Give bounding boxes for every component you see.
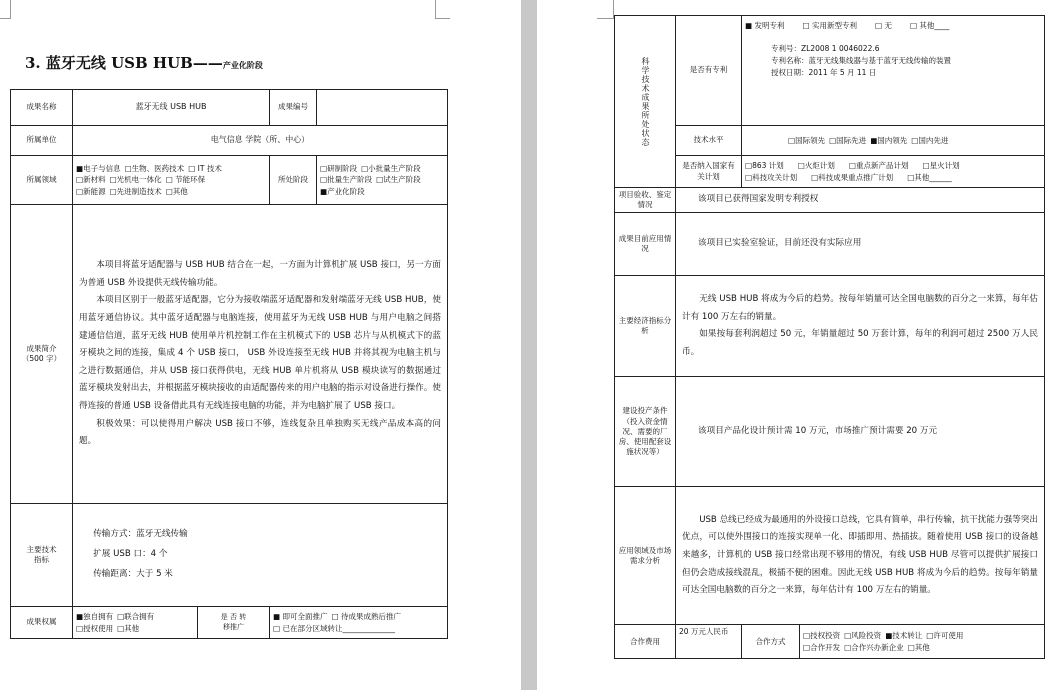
intro-text: 本项目将蓝牙适配器与 USB HUB 结合在一起，一方面为计算机扩展 USB 接口，另一方面为普通 USB 外设提供无线传输功能。 本项目区别于一般蓝牙适配器，它分为接收端蓝牙适配器和发射端蓝牙无线 USB HUB，使用蓝牙通信协议。其中蓝牙适配器与电脑连接，使用蓝牙为无线 USB HUB 与用户电脑之间搭建通信信道，蓝牙无线 HUB 使用单片机控制工作在主机模式下的 USB 芯片与从机模式下的蓝牙模块之间的连接，集成 4 个 USB 接口， USB 外设连接至无线 HUB 并将其视为电脑主机与之进行数据通信，并从 USB 接口获得供电，无线 HUB 单片机将从 USB 模块读写的数据通过蓝牙模块发射出去，并根据蓝牙模块接收的由适配器传来的用户电脑的指示对设备进行操作。使得连接的普通 USB 设备借此具有无线连接电脑的功能，并为电脑扩展了 USB 接口。 积极效果：可以使得用户解决 USB 接口不够，连线复杂且单独购买无线产品成本高的问题。 xyxy=(73,205,448,504)
label-unit: 所属单位 xyxy=(11,126,73,156)
label-patent: 是否有专利 xyxy=(676,16,742,126)
label-promo: 是 否 转 移推广 xyxy=(198,607,270,639)
rights-options: ■独自拥有 □联合拥有 □授权使用 □其他 xyxy=(73,607,198,639)
market-text: USB 总线已经成为最通用的外设接口总线，它具有简单，串行传输，抗干扰能力强等突出优点，可以使外围接口的连接实现单一化、即插即用、热插拔。随着使用 USB 接口的设备越来越多，计算机的 USB 接口经常出现不够用的情况，有线 USB HUB 尽管可以提供扩展接口但仍会造成接线混乱，极插不便的困难。因此无线 USB HUB 将成为今后的趋势。按每年销量可达全国电脑数的百分之一来算，每年估计有 100 万左右的销量。 xyxy=(676,487,1045,625)
page-gutter xyxy=(521,0,537,690)
field-options: ■电子与信息 □生物、医药技术 □ IT 技术 □新材料 □光机电一体化 □ 节能环保 □新能源 □先进制造技术 □其他 xyxy=(73,156,270,205)
label-coop-mode: 合作方式 xyxy=(742,625,800,659)
value-code xyxy=(317,90,448,126)
label-conditions: 建设投产条件（投入资金情况、需要的厂房、使用配套设施状况等） xyxy=(615,377,676,487)
label-national: 是否纳入国家有关计划 xyxy=(676,156,742,188)
label-tech-level: 技术水平 xyxy=(676,126,742,156)
label-application: 成果目前应用情况 xyxy=(615,213,676,276)
label-intro: 成果简介 （500 字） xyxy=(11,205,73,504)
crop-mark xyxy=(597,0,614,19)
application-value: 该项目已实验室验证，目前还没有实际应用 xyxy=(676,213,1045,276)
label-appraisal: 项目验收、鉴定情况 xyxy=(615,188,676,213)
promo-options: ■ 即可全面推广 □ 待成果成熟后推广 □ 已在部分区域转让______________ xyxy=(270,607,448,639)
label-code: 成果编号 xyxy=(270,90,317,126)
left-form-table xyxy=(10,89,448,639)
label-tech: 主要技术 指标 xyxy=(11,504,73,607)
right-form-table xyxy=(614,15,1045,659)
crop-mark xyxy=(435,0,450,19)
label-coop-cost: 合作费用 xyxy=(615,625,676,659)
label-stage: 所处阶段 xyxy=(270,156,317,205)
appraisal-value: 该项目已获得国家发明专利授权 xyxy=(676,188,1045,213)
national-options: □863 计划 □火炬计划 □重点新产品计划 □星火计划 □科技攻关计划 □科技成果重点推广计划 □其他______ xyxy=(742,156,1045,188)
label-field: 所属领域 xyxy=(11,156,73,205)
crop-mark xyxy=(0,0,11,19)
tech-level-options: □国际领先 □国际先进 ■国内领先 □国内先进 xyxy=(742,126,1045,156)
right-page xyxy=(537,0,1058,690)
label-sci-level: 科学技术成果所处状态 xyxy=(615,16,676,188)
tech-specs: 传输方式：蓝牙无线传输 扩展 USB 口：4 个 传输距离：大于 5 米 xyxy=(73,504,448,607)
value-name: 蓝牙无线 USB HUB xyxy=(73,90,270,126)
left-page xyxy=(0,0,521,690)
coop-cost-value: 20 万元人民币 xyxy=(676,625,742,659)
value-unit: 电气信息 学院（所、中心） xyxy=(73,126,448,156)
label-name: 成果名称 xyxy=(11,90,73,126)
patent-info: ■ 发明专利 □ 实用新型专利 □ 无 □ 其他____ 专利号：ZL2008 1 0046022.6 专利名称：蓝牙无线集线器与基于蓝牙无线传输的装置 授权日期：2011 年 5 月 11 日 xyxy=(742,16,1045,126)
conditions-value: 该项目产品化设计预计需 10 万元，市场推广预计需要 20 万元 xyxy=(676,377,1045,487)
label-market: 应用领域及市场需求分析 xyxy=(615,487,676,625)
stage-options: □研制阶段 □小批量生产阶段 □批量生产阶段 □试生产阶段 ■产业化阶段 xyxy=(317,156,448,205)
section-title: 3. 蓝牙无线 USB HUB——产业化阶段 xyxy=(25,54,263,72)
economic-text: 无线 USB HUB 将成为今后的趋势。按每年销量可达全国电脑数的百分之一来算，每年估计有 100 万左右的销量。 如果按每套利润超过 50 元，年销量超过 50 万套计算，每年的利润可超过 2500 万人民币。 xyxy=(676,276,1045,377)
coop-mode-options: □技权投资 □风险投资 ■技术转让 □许可使用 □合作开发 □合作兴办新企业 □其他 xyxy=(800,625,1045,659)
label-rights: 成果权属 xyxy=(11,607,73,639)
label-economic: 主要经济指标分析 xyxy=(615,276,676,377)
